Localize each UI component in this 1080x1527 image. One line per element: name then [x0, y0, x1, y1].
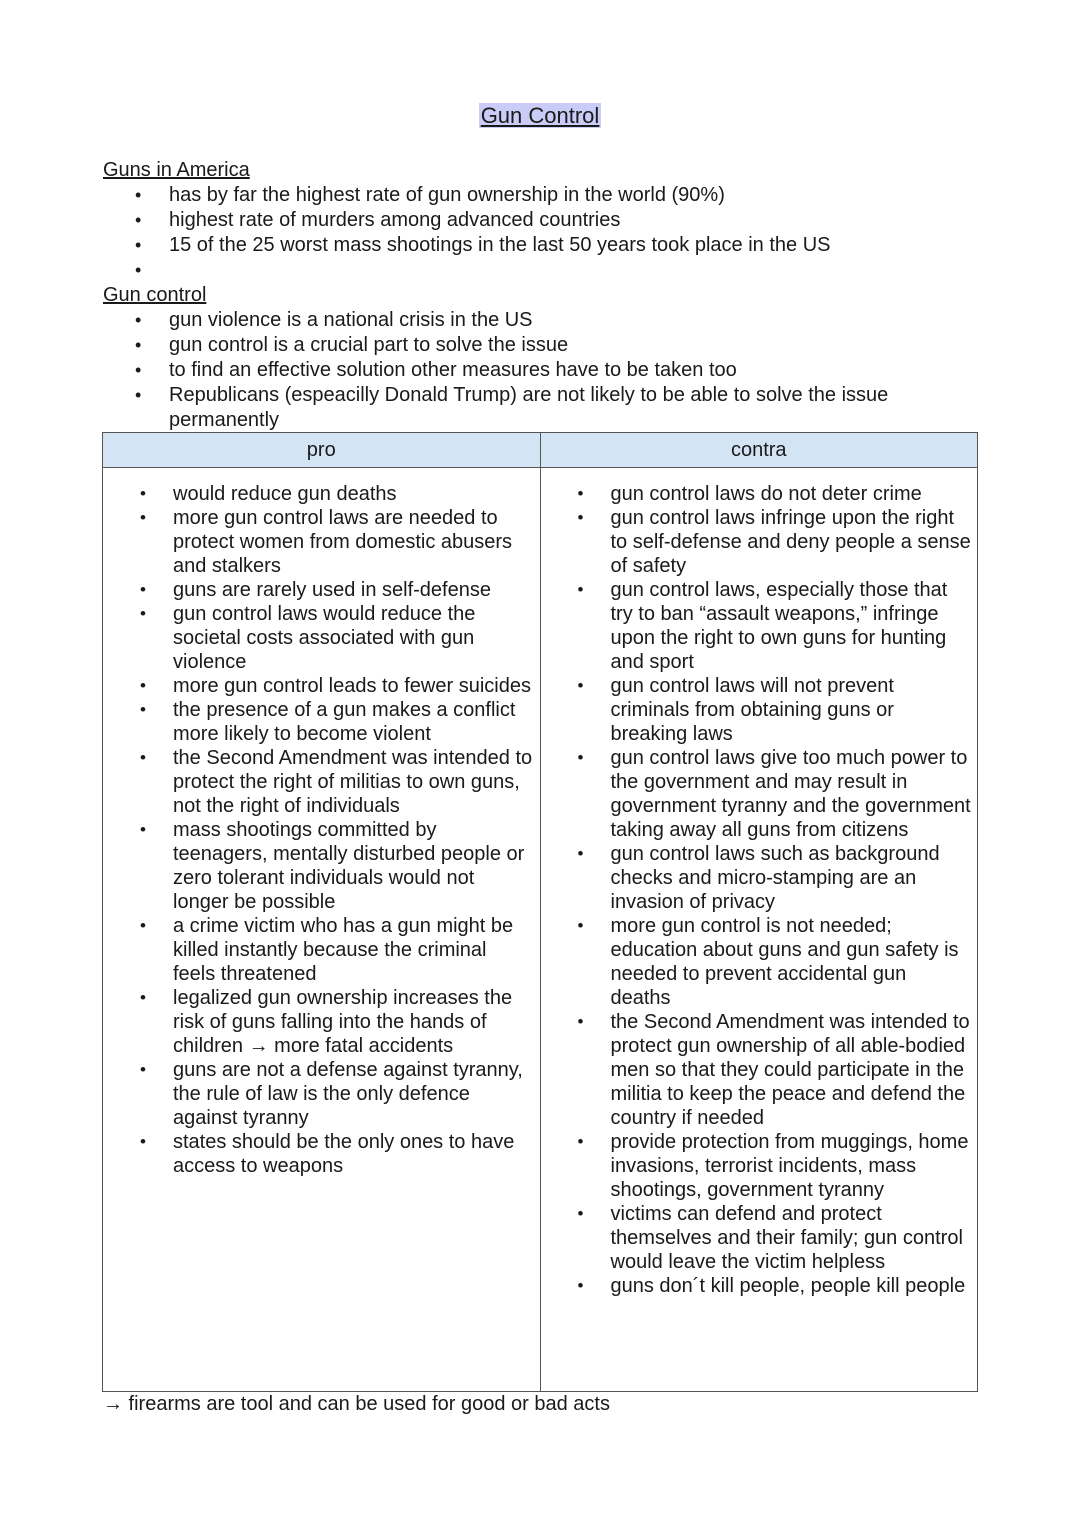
contra-item: • gun control laws will not prevent criminals from obtaining guns or breaking laws — [541, 674, 978, 746]
contra-item: • gun control laws do not deter crime — [541, 482, 978, 506]
pro-item: • more gun control laws are needed to protect women from domestic abusers and stalkers — [103, 506, 540, 578]
contra-item: • gun control laws give too much power to the government and may result in government tyranny and the government taking away all guns from citizens — [541, 746, 978, 842]
contra-item: • more gun control is not needed; education about guns and gun safety is needed to prevent accidental gun deaths — [541, 914, 978, 1010]
contra-item: • gun control laws such as background checks and micro-stamping are an invasion of privacy — [541, 842, 978, 914]
contra-item: • the Second Amendment was intended to protect gun ownership of all able-bodied men so that they could participate in the militia to keep the peace and defend the country if needed — [541, 1010, 978, 1130]
pro-list — [103, 482, 540, 1178]
contra-item: • gun control laws infringe upon the right to self-defense and deny people a sense of safety — [541, 506, 978, 578]
pro-item: • guns are not a defense against tyranny, the rule of law is the only defence against tyranny — [103, 1058, 540, 1130]
page-title-text: Gun Control — [480, 103, 600, 128]
pro-item: • gun control laws would reduce the societal costs associated with gun violence — [103, 602, 540, 674]
contra-item: • guns don´t kill people, people kill people — [541, 1274, 978, 1298]
pro-item: • would reduce gun deaths — [103, 482, 540, 506]
list-item — [103, 258, 983, 283]
gun-control-section — [103, 283, 983, 433]
pro-item: • more gun control leads to fewer suicides — [103, 674, 540, 698]
guns-in-america-list — [103, 183, 983, 283]
pro-item: • legalized gun ownership increases the risk of guns falling into the hands of children → more fatal accidents — [103, 986, 540, 1058]
list-item: • has by far the highest rate of gun ownership in the world (90%) — [103, 183, 983, 208]
pro-item: • the Second Amendment was intended to protect the right of militias to own guns, not the right of individuals — [103, 746, 540, 818]
pro-item: • a crime victim who has a gun might be killed instantly because the criminal feels threatened — [103, 914, 540, 986]
guns-in-america-heading: Guns in America — [103, 159, 250, 181]
conclusion-line: → firearms are tool and can be used for good or bad acts — [103, 1393, 610, 1415]
pro-item: • the presence of a gun makes a conflict more likely to become violent — [103, 698, 540, 746]
pro-item: • mass shootings committed by teenagers, mentally disturbed people or zero tolerant individuals would not longer be possible — [103, 818, 540, 914]
list-item: • gun control is a crucial part to solve the issue — [103, 333, 983, 358]
contra-item: • provide protection from muggings, home invasions, terrorist incidents, mass shootings, government tyranny — [541, 1130, 978, 1202]
gun-control-list — [103, 308, 983, 433]
page-title — [0, 102, 1080, 130]
list-item: • highest rate of murders among advanced countries — [103, 208, 983, 233]
list-item: • Republicans (espeacilly Donald Trump) are not likely to be able to solve the issue permanently — [103, 383, 983, 433]
pro-header: pro — [103, 433, 541, 468]
contra-list — [541, 482, 978, 1298]
list-item: • 15 of the 25 worst mass shootings in the last 50 years took place in the US — [103, 233, 983, 258]
contra-header: contra — [540, 433, 978, 468]
pro-contra-table — [102, 432, 978, 1392]
pro-item: • guns are rarely used in self-defense — [103, 578, 540, 602]
contra-column — [540, 468, 978, 1392]
list-item: • to find an effective solution other measures have to be taken too — [103, 358, 983, 383]
list-item: • gun violence is a national crisis in the US — [103, 308, 983, 333]
gun-control-heading: Gun control — [103, 284, 207, 306]
contra-item: • victims can defend and protect themselves and their family; gun control would leave the victim helpless — [541, 1202, 978, 1274]
contra-item: • gun control laws, especially those that try to ban “assault weapons,” infringe upon the right to own guns for hunting and sport — [541, 578, 978, 674]
pro-item: • states should be the only ones to have access to weapons — [103, 1130, 540, 1178]
guns-in-america-section — [103, 158, 983, 283]
pro-column — [103, 468, 541, 1392]
